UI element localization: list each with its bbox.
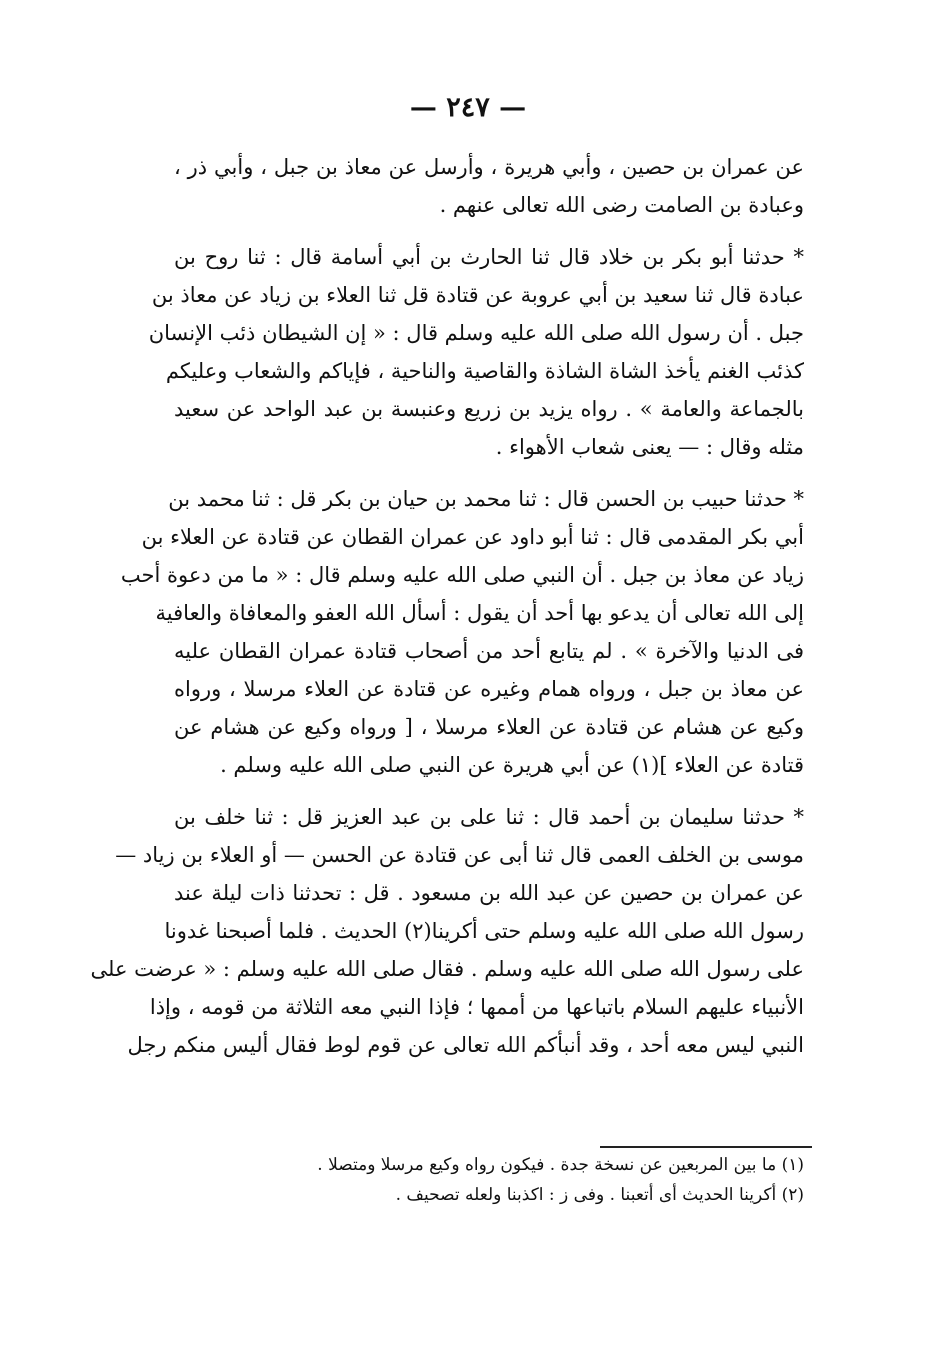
page-number: — ٢٤٧ — [409,92,527,123]
text-line: زياد عن معاذ بن جبل . أن النبي صلى الله عليه وسلم قال : « ما من دعوة أحب [120,563,804,587]
footnote-divider [600,1146,812,1148]
paragraph-gap [174,784,804,798]
main-text [90,148,804,1064]
text-line: إلى الله تعالى أن يدعو بها أحد أن يقول : أسأل الله العفو والمعافاة والعافية [155,601,804,625]
paragraph [120,480,804,784]
text-line: قتادة عن العلاء ](١) عن أبي هريرة عن النبي صلى الله عليه وسلم . [220,753,804,777]
paragraph [90,798,804,1064]
footnote: (١) ما بين المربعين عن نسخة جدة . فيكون رواه وكيع مرسلا ومتصلا . [317,1155,804,1175]
paragraph-gap [174,224,804,238]
text-line: عبادة قال ثنا سعيد بن أبي عروبة عن قتادة قل ثنا العلاء بن زياد عن معاذ بن [151,283,804,307]
text-line: موسى بن الخلف العمى قال ثنا أبى عن قتادة عن الحسن — أو العلاء بن زياد — [115,843,804,867]
text-line: فى الدنيا والآخرة » . لم يتابع أحد من أصحاب قتادة عمران القطان عليه [174,639,804,663]
text-line: كذئب الغنم يأخذ الشاة الشاذة والقاصية والناحية ، فإياكم والشعاب وعليكم [165,359,804,383]
footnote: (٢) أكرينا الحديث أى أتعبنا . وفى ز : اكذبنا ولعله تصحيف . [395,1185,804,1205]
text-line: * حدثنا سليمان بن أحمد قال : ثنا على بن عبد العزيز قل : ثنا خلف بن [174,805,804,829]
text-line: على رسول الله صلى الله عليه وسلم . فقال صلى الله عليه وسلم : « عرضت على [90,957,804,981]
paragraph [148,238,804,466]
text-line: مثله وقال : — يعنى شعاب الأهواء . [495,435,804,459]
text-line: جبل . أن رسول الله صلى الله عليه وسلم قال : « إن الشيطان ذئب الإنسان [148,321,804,345]
paragraph-gap [174,466,804,480]
text-line: أبي بكر المقدمى قال : ثنا أبو داود عن عمران القطان عن قتادة عن العلاء بن [141,525,804,549]
text-line: عن عمران بن حصين عن عبد الله بن مسعود . قل : تحدثنا ذات ليلة عند [174,881,804,905]
text-line: رسول الله صلى الله عليه وسلم حتى أكرينا(٢) الحديث . فلما أصبحنا غدونا [164,919,804,943]
text-line: * حدثنا حبيب بن الحسن قال : ثنا محمد بن حيان بن بكر قل : ثنا محمد بن [168,487,804,511]
footnotes [174,1150,804,1210]
text-line: عن عمران بن حصين ، وأبي هريرة ، وأرسل عن معاذ بن جبل ، وأبي ذر ، [174,155,804,179]
text-line: * حدثنا أبو بكر بن خلاد قال ثنا الحارث بن أبي أسامة قال : ثنا روح بن [174,245,804,269]
text-line: عن معاذ بن جبل ، ورواه همام وغيره عن قتادة عن العلاء مرسلا ، ورواه [174,677,804,701]
text-line: النبي ليس معه أحد ، وقد أنبأكم الله تعالى عن قوم لوط فقال أليس منكم رجل [127,1033,804,1057]
text-line: الأنبياء عليهم السلام باتباعها من أممها ؛ فإذا النبي معه الثلاثة من قومه ، وإذا [149,995,804,1019]
text-line: وعبادة بن الصامت رضى الله تعالى عنهم . [439,193,804,217]
text-line: بالجماعة والعامة » . رواه يزيد بن زريع وعنبسة بن عبد الواحد عن سعيد [174,397,804,421]
paragraph [174,148,804,224]
text-line: وكيع عن هشام عن قتادة عن العلاء مرسلا ، [ ورواه وكيع عن هشام عن [174,715,804,739]
